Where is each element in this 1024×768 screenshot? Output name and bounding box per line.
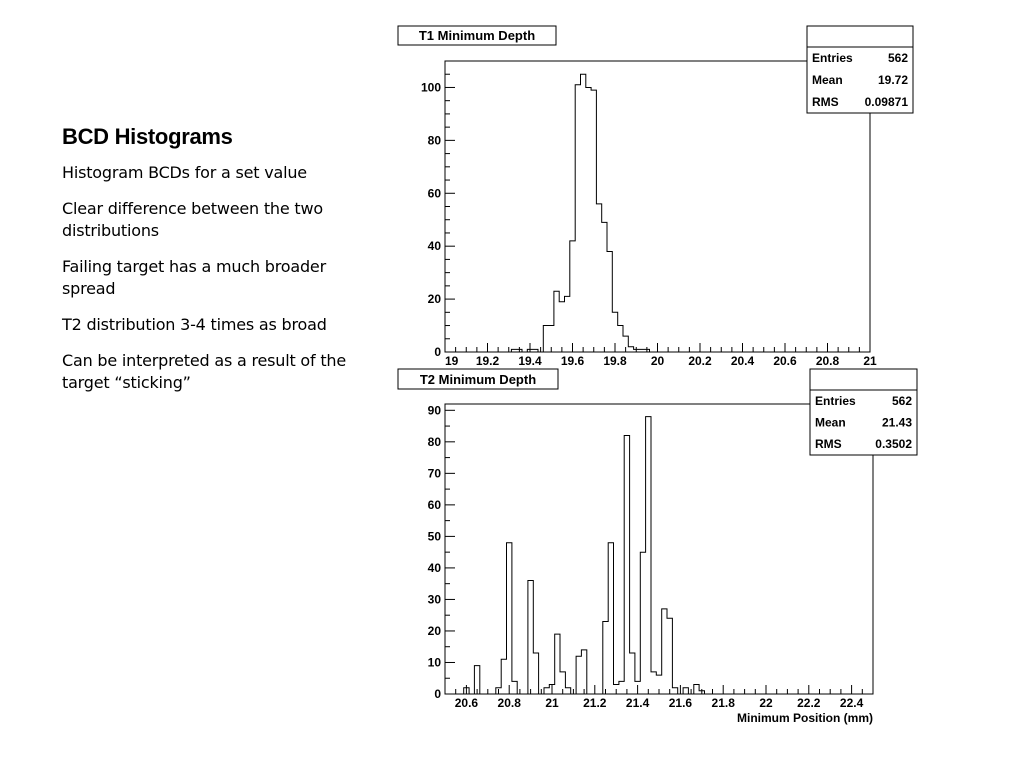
h2-stats-key: RMS [815, 437, 842, 452]
h1-histogram-bin [591, 90, 596, 352]
h1-chart-title: T1 Minimum Depth [418, 28, 536, 43]
h1-x-tick-label: 19 [445, 354, 459, 368]
h2-histogram-bin [544, 688, 549, 694]
h2-stats-key: Entries [815, 393, 856, 408]
h2-histogram-bin [581, 650, 586, 694]
bullet-item: Failing target has a much broader spread [62, 257, 326, 298]
h2-y-tick-label: 20 [427, 623, 441, 638]
h2-y-tick-label: 70 [427, 466, 441, 481]
h1-y-tick-label: 40 [427, 239, 441, 254]
h2-histogram-bin [667, 618, 672, 694]
h2-x-tick-label: 20.8 [497, 696, 521, 710]
h1-histogram-bin [618, 326, 623, 353]
h2-histogram-bin [576, 656, 581, 694]
h2-histogram-bin [533, 653, 538, 694]
h2-histogram-bin [646, 417, 651, 694]
h2-y-tick-label: 60 [427, 497, 441, 512]
h1-y-tick-label: 20 [427, 292, 441, 307]
h2-histogram-bin [565, 688, 570, 694]
h1-histogram-bin [586, 88, 591, 353]
h2-y-tick-label: 80 [427, 434, 441, 449]
h2-histogram-bin [501, 659, 506, 694]
h2-histogram-bin [624, 436, 629, 695]
h1-histogram-bin [543, 326, 548, 353]
h1-stats-key: Mean [812, 73, 843, 87]
h2-x-tick-label: 21.8 [711, 696, 735, 710]
h1-x-tick-label: 19.6 [560, 354, 585, 368]
h1-x-tick-label: 19.2 [475, 354, 500, 368]
h2-histogram-bin [512, 681, 517, 694]
h1-stats-key: Entries [812, 51, 853, 65]
slide-title: BCD Histograms [62, 124, 233, 149]
h2-x-tick-label: 22.4 [839, 696, 864, 710]
h1-y-tick-label: 60 [427, 186, 441, 201]
h1-histogram-bin [581, 74, 586, 352]
h2-histogram-bin [662, 609, 667, 694]
h1-histogram-bin [559, 302, 564, 352]
h2-histogram-bin [672, 688, 677, 694]
h2-chart-title: T2 Minimum Depth [419, 372, 537, 387]
h1-histogram-bin [607, 252, 612, 353]
h2-x-tick-label: 22 [759, 696, 773, 710]
h1-stats-key: RMS [812, 95, 839, 109]
h2-y-tick-label: 40 [427, 560, 441, 575]
h1-stats-value: 0.09871 [864, 95, 908, 109]
h2-x-axis-label: Minimum Position (mm) [737, 711, 873, 725]
h2-histogram-bin [630, 653, 635, 694]
h1-x-tick-label: 20.8 [815, 354, 840, 368]
h1-x-tick-label: 20.4 [730, 354, 755, 368]
h1-stats-value: 19.72 [877, 73, 908, 87]
h2-histogram-bin [528, 581, 533, 695]
h1-x-tick-label: 20 [650, 354, 665, 368]
h2-x-tick-label: 21 [545, 696, 559, 710]
h2-stats-value: 562 [891, 393, 912, 408]
h2-histogram-bin [555, 634, 560, 694]
h2-x-tick-label: 20.6 [454, 696, 479, 710]
h2-histogram-bin [507, 543, 512, 694]
h2-x-tick-label: 21.6 [668, 696, 693, 710]
h2-histogram-bin [603, 622, 608, 695]
bullet-item: Clear difference between the two distributions [62, 199, 323, 240]
h2-histogram-bin [640, 552, 645, 694]
bullet-item: Histogram BCDs for a set value [62, 163, 307, 182]
h2-x-tick-label: 22.2 [797, 696, 821, 710]
h2-stats-value: 21.43 [881, 415, 912, 430]
h1-y-tick-label: 0 [434, 345, 441, 359]
h2-x-tick-label: 21.4 [625, 696, 650, 710]
h2-stats-value: 0.3502 [875, 437, 912, 452]
h2-y-tick-label: 50 [427, 529, 441, 544]
h2-y-tick-label: 10 [427, 655, 441, 670]
h2-histogram-bin [619, 681, 624, 694]
h1-stats-value: 562 [887, 51, 908, 65]
h2-y-tick-label: 90 [427, 403, 441, 418]
h1-histogram-bin [554, 291, 559, 352]
h1-histogram-bin [602, 222, 607, 352]
h1-plot-frame [445, 61, 870, 352]
h1-histogram-bin [570, 241, 575, 352]
h1-x-tick-label: 20.2 [688, 354, 712, 368]
h1-histogram-bin [565, 296, 570, 352]
h1-x-tick-label: 19.4 [518, 354, 542, 368]
h1-y-tick-label: 100 [420, 80, 441, 95]
h2-y-tick-label: 30 [427, 592, 441, 607]
bullet-item: Can be interpreted as a result of the target “sticking” [62, 351, 346, 392]
h2-histogram-bin [651, 672, 656, 694]
h1-histogram-bin [511, 349, 516, 352]
bullet-item: T2 distribution 3-4 times as broad [62, 315, 327, 334]
h1-histogram-bin [533, 349, 538, 352]
h2-histogram-bin [694, 685, 699, 695]
h1-x-tick-label: 21 [863, 354, 877, 368]
h1-y-tick-label: 80 [427, 133, 441, 148]
h1-x-tick-label: 19.8 [603, 354, 627, 368]
h1-histogram-bin [596, 204, 601, 352]
h2-histogram-bin [608, 543, 613, 694]
h1-histogram-bin [628, 347, 633, 352]
h2-y-tick-label: 0 [434, 687, 441, 701]
h2-stats-key: Mean [815, 415, 846, 430]
h1-histogram-bin [575, 85, 580, 352]
h2-histogram-bin [683, 688, 688, 694]
h1-x-tick-label: 20.6 [773, 354, 797, 368]
h2-x-tick-label: 21.2 [583, 696, 607, 710]
h1-histogram-bin [639, 349, 644, 352]
